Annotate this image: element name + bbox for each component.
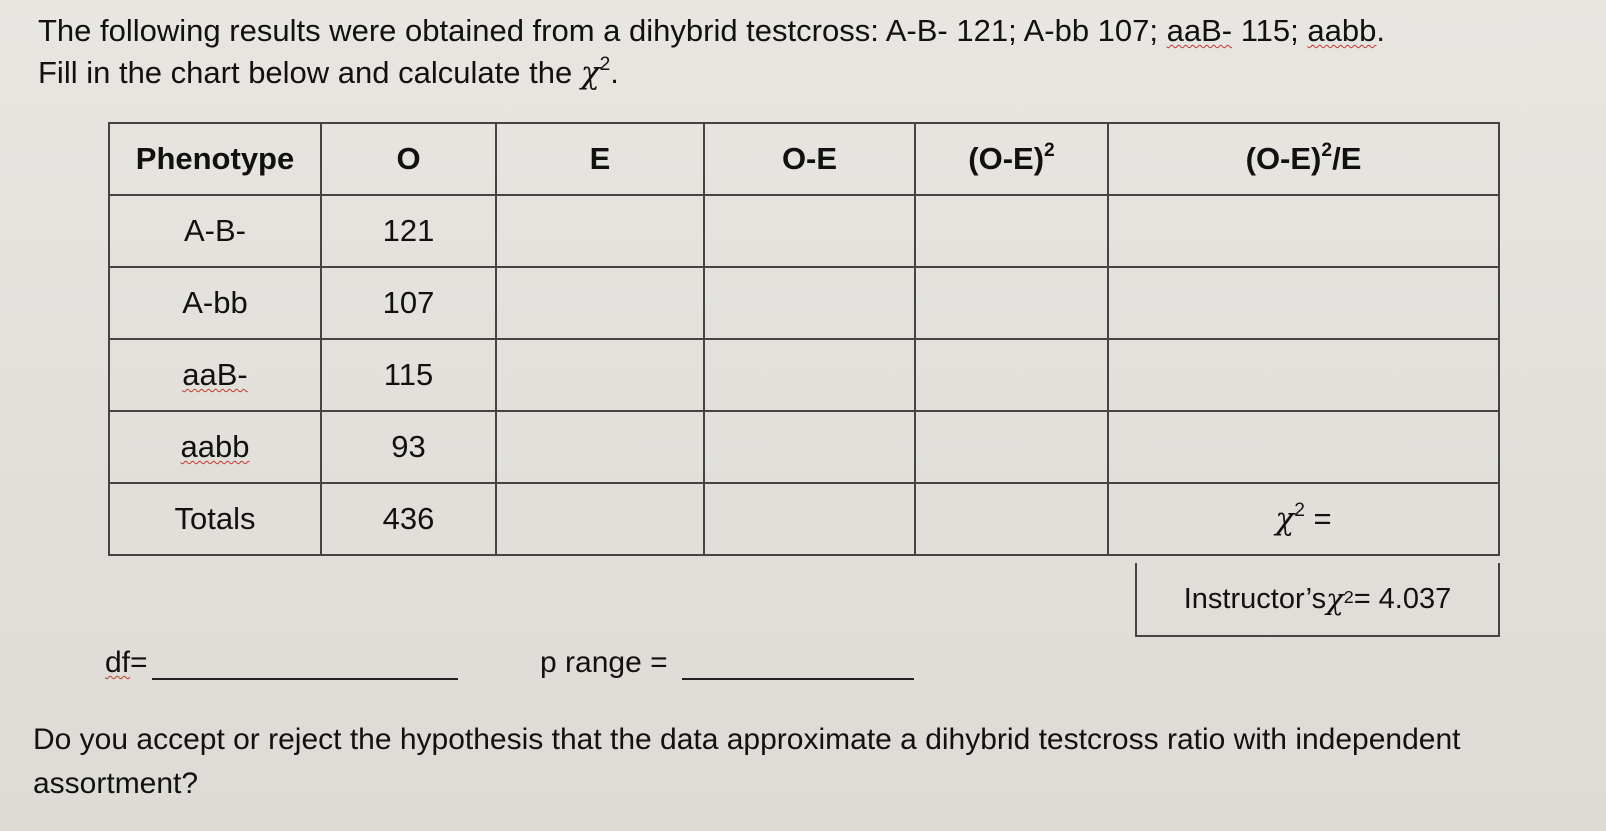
instructor-label: Instructor’s [1183, 582, 1327, 615]
phenotype-cell [109, 411, 321, 483]
o-minus-e-cell[interactable] [704, 411, 915, 483]
instructor-value: = 4.037 [1353, 582, 1452, 615]
totals-expected-cell[interactable] [496, 483, 704, 555]
phenotype-cell [109, 339, 321, 411]
table-row [109, 267, 1499, 339]
equals-sign: = [130, 646, 148, 679]
spellcheck-word-aabb: aabb [180, 429, 250, 464]
problem-line-2 [38, 52, 1578, 94]
table-row [109, 411, 1499, 483]
spellcheck-word-aaB: aaB- [182, 357, 248, 392]
chi-contribution-cell[interactable] [1108, 411, 1499, 483]
instructor-chi-square-box: Instructor’s χ $^2$ = 4.037 [1135, 563, 1500, 637]
header-text: (O-E) [1245, 141, 1322, 176]
totals-observed: 436 [321, 483, 496, 555]
problem-text: The following results were obtained from a dihybrid testcross: A-B- 121; A-bb 107; [38, 13, 1167, 48]
df-field [105, 646, 458, 680]
observed-cell: 121 [321, 195, 496, 267]
chi-contribution-cell[interactable] [1108, 195, 1499, 267]
header-text: (O-E) [968, 141, 1045, 176]
header-o-minus-e-squared [915, 123, 1108, 195]
chi-square-table [108, 122, 1500, 556]
chi-symbol: χ [1326, 582, 1344, 616]
header-chi-contribution [1108, 123, 1499, 195]
table-row [109, 195, 1499, 267]
totals-label: Totals [109, 483, 321, 555]
problem-line-1 [38, 10, 1578, 52]
p-range-field [540, 646, 914, 680]
chi-square-total-cell[interactable] [1108, 483, 1499, 555]
expected-cell[interactable] [496, 339, 704, 411]
header-row [109, 123, 1499, 195]
totals-o-minus-e-squared-cell[interactable] [915, 483, 1108, 555]
header-phenotype: Phenotype [109, 123, 321, 195]
spellcheck-word-aaB: aaB- [1166, 13, 1233, 48]
chi-symbol: χ [580, 55, 600, 91]
phenotype-cell: A-bb [109, 267, 321, 339]
observed-cell: 115 [321, 339, 496, 411]
chi-contribution-cell[interactable] [1108, 339, 1499, 411]
problem-text: Fill in the chart below and calculate the [38, 55, 581, 90]
df-label: df [105, 646, 131, 679]
problem-text: . [610, 55, 619, 90]
o-minus-e-squared-cell[interactable] [915, 411, 1108, 483]
problem-text: . [1376, 13, 1385, 48]
superscript: 2 [1294, 499, 1305, 521]
table-row [109, 339, 1499, 411]
superscript: 2 [1044, 139, 1055, 161]
spellcheck-word-aabb: aabb [1307, 13, 1377, 48]
header-text: /E [1332, 141, 1362, 176]
expected-cell[interactable] [496, 411, 704, 483]
header-observed: O [321, 123, 496, 195]
expected-cell[interactable] [496, 195, 704, 267]
o-minus-e-squared-cell[interactable] [915, 195, 1108, 267]
o-minus-e-cell[interactable] [704, 267, 915, 339]
header-o-minus-e: O-E [704, 123, 915, 195]
header-expected: E [496, 123, 704, 195]
chi-symbol: χ [1275, 501, 1295, 537]
totals-o-minus-e-cell[interactable] [704, 483, 915, 555]
observed-cell: 93 [321, 411, 496, 483]
problem-text: 115; [1232, 13, 1308, 48]
totals-row [109, 483, 1499, 555]
observed-cell: 107 [321, 267, 496, 339]
o-minus-e-cell[interactable] [704, 339, 915, 411]
expected-cell[interactable] [496, 267, 704, 339]
superscript: 2 [599, 53, 611, 75]
p-range-label: p range = [540, 646, 668, 679]
df-answer-blank[interactable] [152, 652, 458, 680]
p-range-answer-blank[interactable] [682, 652, 914, 680]
o-minus-e-cell[interactable] [704, 195, 915, 267]
equals-sign: = [1304, 501, 1332, 536]
hypothesis-question: Do you accept or reject the hypothesis that the data approximate a dihybrid testcross ratio with independent assortment? [33, 723, 1461, 800]
o-minus-e-squared-cell[interactable] [915, 339, 1108, 411]
superscript: 2 [1321, 139, 1333, 161]
phenotype-cell: A-B- [109, 195, 321, 267]
problem-statement [38, 10, 1578, 94]
o-minus-e-squared-cell[interactable] [915, 267, 1108, 339]
chi-contribution-cell[interactable] [1108, 267, 1499, 339]
